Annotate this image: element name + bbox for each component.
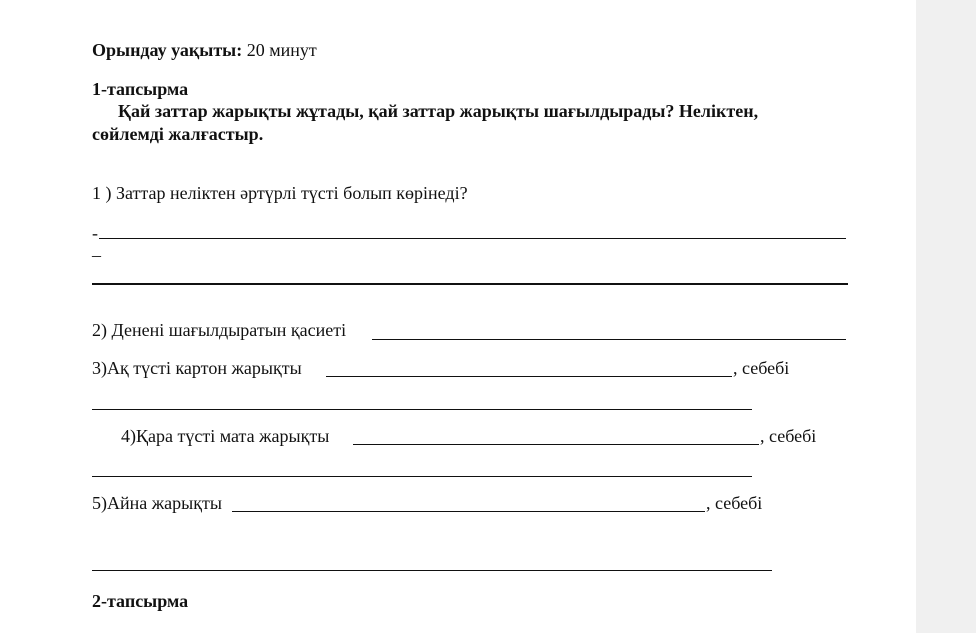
answer-line-q2 (372, 339, 846, 340)
answer-line-q4 (353, 444, 759, 445)
execution-time-label: Орындау уақыты: (92, 40, 243, 60)
answer-line-2 (92, 283, 848, 285)
viewer-side-panel (916, 0, 976, 633)
task1-title: 1-тапсырма (92, 79, 189, 99)
answer-line-1 (99, 238, 846, 239)
answer-dash-2: – (92, 245, 101, 265)
question-4: 4)Қара түсті мата жарықты (121, 426, 330, 446)
task1-instruction-line2: сөйлемді жалғастыр. (92, 124, 264, 144)
question-5: 5)Айна жарықты (92, 493, 222, 513)
question-4-suffix: , себебі (760, 426, 817, 446)
answer-line-q3-reason (92, 409, 752, 410)
answer-line-q3 (326, 376, 732, 377)
execution-time (92, 39, 317, 61)
question-3: 3)Ақ түсті картон жарықты (92, 358, 302, 378)
answer-dash-1: - (92, 223, 98, 243)
execution-time-value: 20 минут (246, 40, 317, 60)
answer-line-q5-reason (92, 570, 772, 571)
task1-instruction-line1: Қай заттар жарықты жұтады, қай заттар жарықты шағылдырады? Неліктен, (118, 101, 759, 121)
question-5-suffix: , себебі (706, 493, 763, 513)
task2-title: 2-тапсырма (92, 591, 189, 611)
answer-line-q4-reason (92, 476, 752, 477)
question-2: 2) Денені шағылдыратын қасиеті (92, 320, 347, 340)
answer-line-q5 (232, 511, 705, 512)
question-1: 1 ) Заттар неліктен әртүрлі түсті болып көрінеді? (92, 183, 468, 203)
question-3-suffix: , себебі (733, 358, 790, 378)
